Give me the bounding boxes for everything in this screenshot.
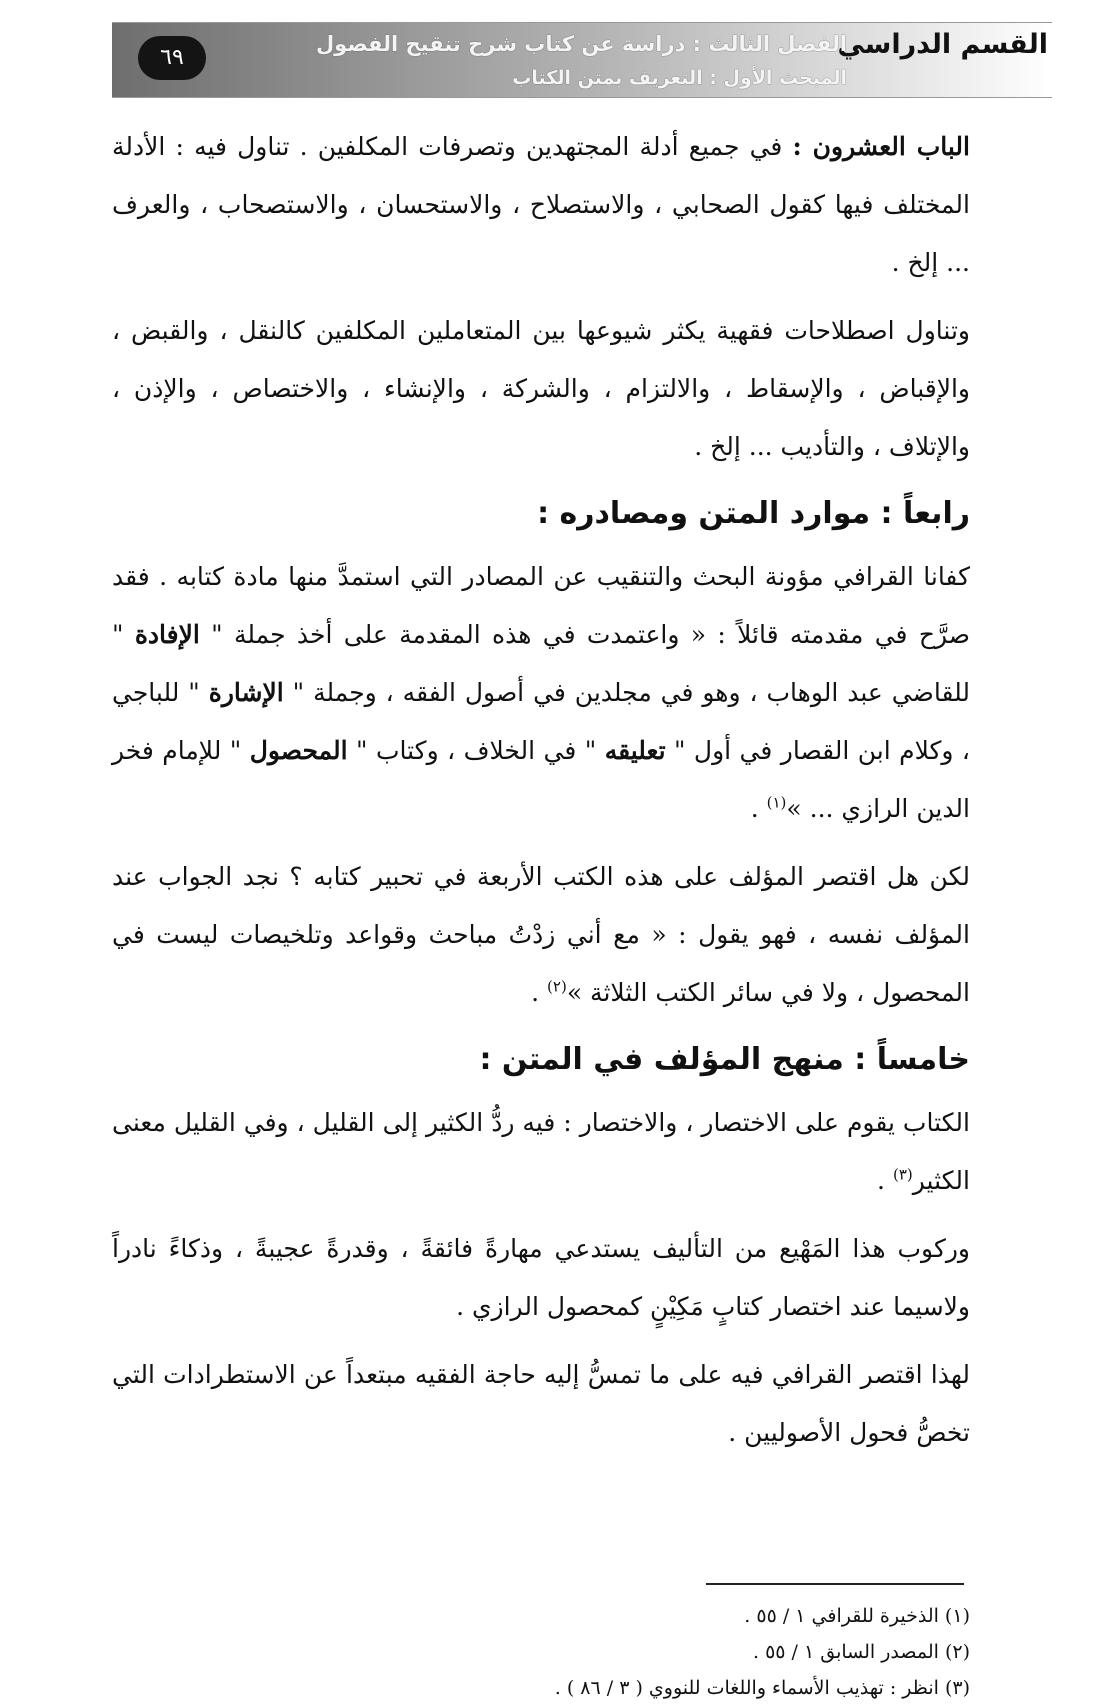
section-title: القسم الدراسي (837, 29, 1048, 60)
paragraph-abridgment (112, 1094, 970, 1210)
footnote-3: (٣) انظر : تهذيب الأسماء واللغات للنووي ( ٣ / ٨٦ ) . (554, 1677, 970, 1699)
page-body (112, 118, 970, 1472)
paragraph-focus: لهذا اقتصر القرافي فيه على ما تمسُّ إليه حاجة الفقيه مبتعداً عن الاستطرادات التي تخصُّ فحول الأصوليين . (112, 1360, 971, 1447)
paragraph-terms: وتناول اصطلاحات فقهية يكثر شيوعها بين المتعاملين المكلفين كالنقل ، والقبض ، والإقباض ، والإسقاط ، والالتزام ، والشركة ، والإنشاء ، والاختصاص ، والإذن ، والإتلاف ، والتأديب ... إلخ . (112, 316, 970, 461)
paragraph-chapter-twenty (112, 118, 970, 292)
heading-sources: رابعاً : موارد المتن ومصادره : (537, 496, 970, 531)
text-run: " للقاضي عبد الوهاب ، وهو في مجلدين في أصول الفقه ، وجملة " (112, 620, 970, 707)
paragraph-sources (112, 548, 970, 838)
chapter-title: الفصل الثالث : دراسة عن كتاب شرح تنقيح الفصول (315, 32, 847, 56)
page-number-badge: ٦٩ (138, 36, 206, 80)
footnote-ref-1[interactable]: (١) (766, 793, 787, 812)
footnotes (370, 1598, 970, 1706)
text-run: . (531, 978, 548, 1007)
text-run: كفانا القرافي مؤونة البحث والتنقيب عن المصادر التي استمدَّ منها مادة كتابه . فقد صرَّح في مقدمته قائلاً : « واعتمدت في هذه المقدمة على أخذ جملة " (112, 562, 970, 649)
footnote-ref-3[interactable]: (٣) (892, 1165, 913, 1184)
footnote-1: (١) الذخيرة للقرافي ١ / ٥٥ . (744, 1605, 970, 1627)
footnote-2: (٢) المصدر السابق ١ / ٥٥ . (752, 1641, 970, 1663)
paragraph-skill: وركوب هذا المَهْيع من التأليف يستدعي مهارةً فائقةً ، وقدرةً عجيبةً ، وذكاءً نادراً ولاسيما عند اختصار كتابٍ مَكِيْنٍ كمحصول الرازي . (112, 1234, 970, 1321)
running-header (112, 22, 1052, 98)
footnote-divider (706, 1583, 964, 1585)
book-name-ifada: الإفادة (134, 620, 200, 649)
text-run: . (750, 794, 767, 823)
paragraph-text: في جميع أدلة المجتهدين وتصرفات المكلفين . تناول فيه : الأدلة المختلف فيها كقول الصحابي ، والاستصلاح ، والاستحسان ، والاستصحاب ، والعرف ... إلخ . (112, 132, 970, 277)
text-run: " للباجي ، وكلام ابن القصار في أول " (112, 678, 970, 765)
book-name-ishara: الإشارة (208, 678, 284, 707)
text-run: . (877, 1166, 893, 1195)
text-run: لكن هل اقتصر المؤلف على هذه الكتب الأربعة في تحبير كتابه ؟ نجد الجواب عند المؤلف نفسه ، فهو يقول : « مع أني زدْتُ مباحث وقواعد وتلخيصات ليست في المحصول ، ولا في سائر الكتب الثلاثة » (112, 862, 970, 1007)
text-run: " في الخلاف ، وكتاب " (347, 736, 605, 765)
text-run: " للإمام فخر الدين الرازي ... » (112, 736, 970, 823)
paragraph-additions (112, 848, 970, 1022)
heading-method: خامساً : منهج المؤلف في المتن : (479, 1042, 970, 1077)
paragraph-lead: الباب العشرون : (792, 132, 970, 161)
book-name-mahsul: المحصول (249, 736, 348, 765)
text-run: الكتاب يقوم على الاختصار ، والاختصار : فيه ردُّ الكثير إلى القليل ، وفي القليل معنى الكثير (112, 1108, 970, 1195)
topic-title: المبحث الأول : التعريف بمتن الكتاب (512, 67, 847, 89)
book-name-taliqa: تعليقه (604, 736, 666, 765)
footnote-ref-2[interactable]: (٢) (547, 977, 567, 996)
